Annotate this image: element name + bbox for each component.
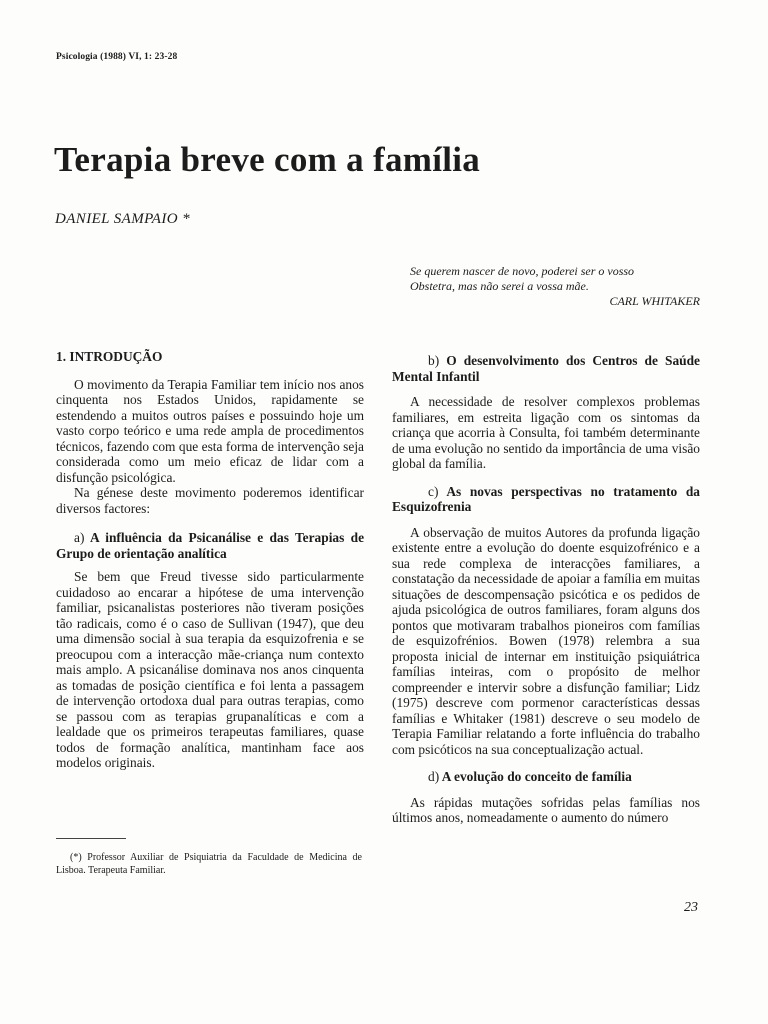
epigraph-attribution: CARL WHITAKER: [609, 294, 700, 308]
footnote-divider: [56, 838, 126, 839]
footnote: (*) Professor Auxiliar de Psiquiatria da Faculdade de Medicina de Lisboa. Terapeuta Familiar.: [56, 852, 362, 876]
right-column: [392, 353, 700, 826]
paragraph-familia: As rápidas mutações sofridas pelas famílias nos últimos anos, nomeadamente o aumento do número: [392, 794, 700, 825]
left-column: [56, 349, 364, 771]
epigraph-line-2: Obstetra, mas não serei a vossa mãe.: [410, 279, 589, 293]
paragraph-factors: Na génese deste movimento poderemos identificar diversos factores:: [56, 485, 364, 516]
subheading-a-title: A influência da Psicanálise e das Terapias de Grupo de orientação analítica: [56, 530, 365, 561]
article-title: Terapia breve com a família: [54, 140, 481, 179]
subheading-b: [392, 353, 700, 384]
paragraph-esquizofrenia: A observação de muitos Autores da profunda ligação existente entre a evolução do doente esquizofrénico e a sua rede complexa de interacções familiares, a constatação da necessidade de apoiar a família em muitas situações de descompensação psicótica e os pedidos de ajuda psicológica de outros familiares, foram alguns dos pontos que motivaram trabalhos pioneiros com famílias de esquizofrénios. Bowen (1978) relembra a sua proposta inicial de internar em instituição psiquiátrica famílias inteiras, com o propósito de melhor compreender e intervir sobre a disfunção familiar; Lidz (1975) descreve com pormenor características dessas famílias e Whitaker (1981) descreve o seu modelo de Terapia Familiar relatando a forte influência do trabalho com psicóticos na sua conceptualização actual.: [392, 524, 700, 757]
subheading-b-title: O desenvolvimento dos Centros de Saúde Mental Infantil: [392, 353, 700, 384]
epigraph-line-1: Se querem nascer de novo, poderei ser o vosso: [410, 264, 635, 278]
journal-reference: Psicologia (1988) VI, 1: 23-28: [56, 52, 178, 62]
paragraph-centros: A necessidade de resolver complexos problemas familiares, em estreita ligação com os sintomas da criança que acorria à Consulta, foi também determinante de uma evolução no sentido da importância de uma visão global da família.: [392, 394, 700, 471]
epigraph: [410, 264, 700, 309]
page-number: 23: [684, 900, 698, 915]
subheading-d: [392, 769, 700, 785]
section-heading: 1. INTRODUÇÃO: [56, 349, 163, 364]
paragraph-freud: Se bem que Freud tivesse sido particularmente cuidadoso ao encarar a hipótese de uma intervenção familiar, psicanalistas posteriores não tiveram posições tão radicais, como é o caso de Sullivan (1947), que deu uma dimensão social à sua terapia da esquizofrenia e se preocupou com a interacção mãe-criança num contexto mais amplo. A psicanálise dominava nos anos cinquenta as tomadas de posição científica e foi lenta a passagem de intervenção ortodoxa dual para outras terapias, como se passou com as terapias grupanalíticas e com a lealdade que os primeiros terapeutas familiares, quase todos de formação analítica, mantinham face aos modelos originais.: [56, 569, 364, 770]
subheading-c: [392, 484, 700, 515]
subheading-d-title: A evolução do conceito de família: [441, 769, 632, 784]
subheading-a-label: a): [74, 530, 85, 545]
paragraph-intro: O movimento da Terapia Familiar tem início nos anos cinquenta nos Estados Unidos, rapidamente se estendendo a muitos outros países e possuindo hoje um vasto corpo teórico e uma rede ampla de procedimentos técnicos, fazendo com que esta forma de intervenção seja considerada como um meio eficaz de lidar com a disfunção psicológica.: [56, 376, 364, 485]
subheading-a: [38, 530, 364, 561]
subheading-c-title: As novas perspectivas no tratamento da Esquizofrenia: [392, 483, 701, 514]
subheading-d-label: d): [428, 769, 440, 784]
subheading-c-label: c): [428, 483, 439, 499]
subheading-b-label: b): [428, 353, 440, 368]
author-name: DANIEL SAMPAIO *: [55, 211, 191, 227]
